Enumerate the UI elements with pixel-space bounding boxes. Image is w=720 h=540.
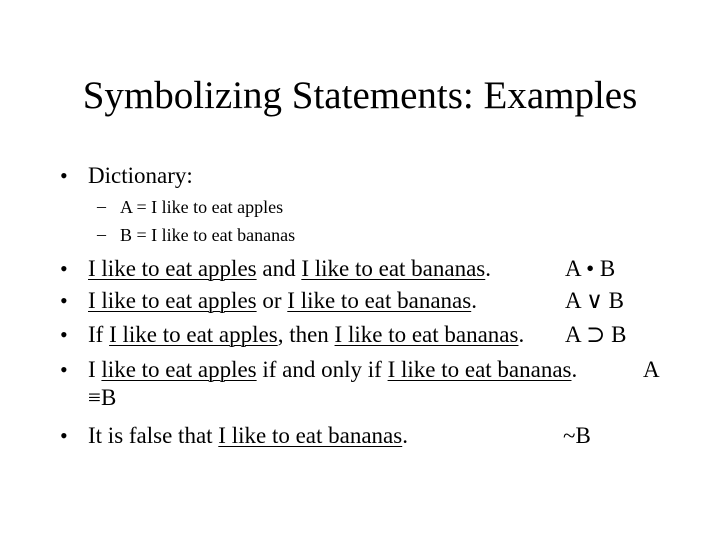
bullet-dot: •	[60, 322, 68, 347]
symbol-negation: ~B	[563, 423, 591, 448]
example-disjunction: I like to eat apples or I like to eat bananas.	[88, 288, 477, 313]
example-biconditional: I like to eat apples if and only if I like to eat bananas.	[88, 357, 578, 382]
underlined-phrase: I like to eat bananas	[334, 322, 519, 347]
symbol-conditional: A ⊃ B	[565, 322, 627, 347]
slide-title: Symbolizing Statements: Examples	[82, 74, 638, 117]
bullet-dot: •	[60, 256, 68, 281]
symbol-disjunction: A ∨ B	[565, 288, 625, 313]
bullet-dot: •	[60, 423, 68, 448]
underlined-phrase: I like to eat bananas	[387, 357, 572, 382]
underlined-phrase: I like to eat bananas	[301, 256, 486, 281]
bullet-dot: •	[60, 163, 68, 188]
symbol-biconditional-b: ≡B	[88, 385, 117, 410]
example-conditional: If I like to eat apples, then I like to eat bananas.	[88, 322, 525, 347]
example-conjunction: I like to eat apples and I like to eat bananas.	[88, 256, 491, 281]
dictionary-label: Dictionary:	[88, 163, 193, 188]
dictionary-entry-b: B = I like to eat bananas	[120, 225, 296, 245]
dash-marker: –	[97, 224, 106, 244]
underlined-phrase: I like to eat bananas	[287, 288, 472, 313]
underlined-phrase: I like to eat apples	[109, 322, 278, 347]
underlined-phrase: I like to eat apples	[88, 256, 257, 281]
bullet-dot: •	[60, 288, 68, 313]
dash-marker: –	[97, 196, 106, 216]
underlined-phrase: like to eat apples	[101, 357, 257, 382]
underlined-phrase: I like to eat apples	[88, 288, 257, 313]
bullet-dot: •	[60, 357, 68, 382]
dictionary-entry-a: A = I like to eat apples	[120, 197, 284, 217]
example-negation: It is false that I like to eat bananas.	[88, 423, 408, 448]
underlined-phrase: I like to eat bananas	[218, 423, 403, 448]
symbol-conjunction: A • B	[565, 256, 616, 281]
symbol-biconditional-a: A	[643, 357, 660, 382]
